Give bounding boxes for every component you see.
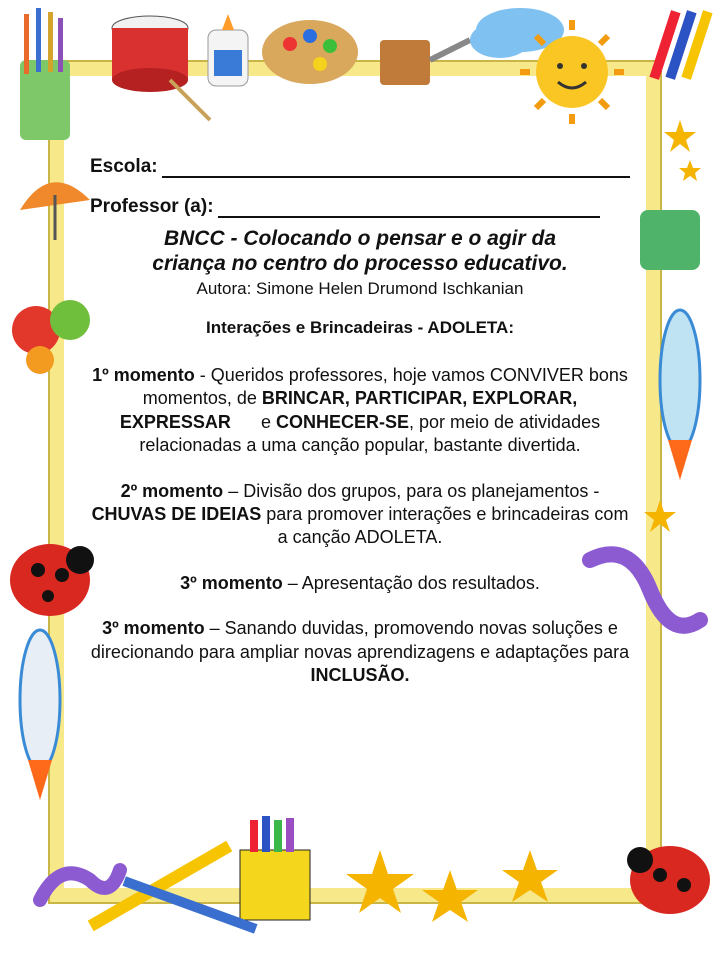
document-body xyxy=(90,138,630,687)
glue-bottle-icon xyxy=(208,14,248,86)
ladybug-icon xyxy=(10,544,94,616)
moment-1: 1º momento - Queridos professores, hoje vamos CONVIVER bons momentos, de BRINCAR, PARTICIPAR, EXPLORAR, EXPRESSAR e CONHECER-SE, por meio de atividades relacionadas a uma canção popular, bastante divertida. xyxy=(92,365,628,456)
school-label: Escola: xyxy=(90,156,158,177)
teacher-field xyxy=(90,178,630,218)
moment-2: 2º momento – Divisão dos grupos, para os planejamentos - CHUVAS DE IDEIAS para promover interações e brincadeiras com a canção ADOLETA. xyxy=(91,480,629,548)
title-line-2: criança no centro do processo educativo. xyxy=(152,252,568,275)
moment-label: 2º momento xyxy=(120,480,224,501)
stars-icon xyxy=(346,850,558,922)
title-line-1: BNCC - Colocando o pensar e o agir da xyxy=(163,227,557,250)
palette-icon xyxy=(262,20,358,84)
moment-label: 1º momento xyxy=(92,365,195,385)
cup-icon xyxy=(640,210,700,270)
moment-4: 3º momento – Sanando duvidas, promovendo novas soluções e direcionando para ampliar novas aprendizagens e adaptações para INCLUSÃO. xyxy=(90,618,630,686)
umbrella-icon xyxy=(20,182,90,240)
rocket-icon xyxy=(20,630,60,800)
document-title xyxy=(90,226,630,276)
school-blank-line[interactable] xyxy=(162,158,630,178)
fruits-icon xyxy=(12,300,90,374)
moment-label: 3º momento xyxy=(102,618,205,639)
school-field xyxy=(90,138,630,178)
teacher-blank-line[interactable] xyxy=(218,198,600,218)
crayon-box-icon xyxy=(240,816,310,920)
rocket-icon xyxy=(660,310,700,480)
brush-cup-icon xyxy=(20,8,70,140)
author-line: Autora: Simone Helen Drumond Ischkanian xyxy=(196,279,524,298)
teacher-label: Professor (a): xyxy=(90,196,214,217)
pencils-icon xyxy=(649,10,712,80)
moment-label: 3º momento xyxy=(180,572,283,593)
drum-icon xyxy=(112,16,210,120)
section-heading: Interações e Brincadeiras - ADOLETA: xyxy=(206,318,514,337)
watering-can-icon xyxy=(380,40,470,85)
worm-icon xyxy=(40,870,120,900)
moment-3: 3º momento – Apresentação dos resultados. xyxy=(180,572,540,593)
ladybug-icon xyxy=(627,846,710,914)
